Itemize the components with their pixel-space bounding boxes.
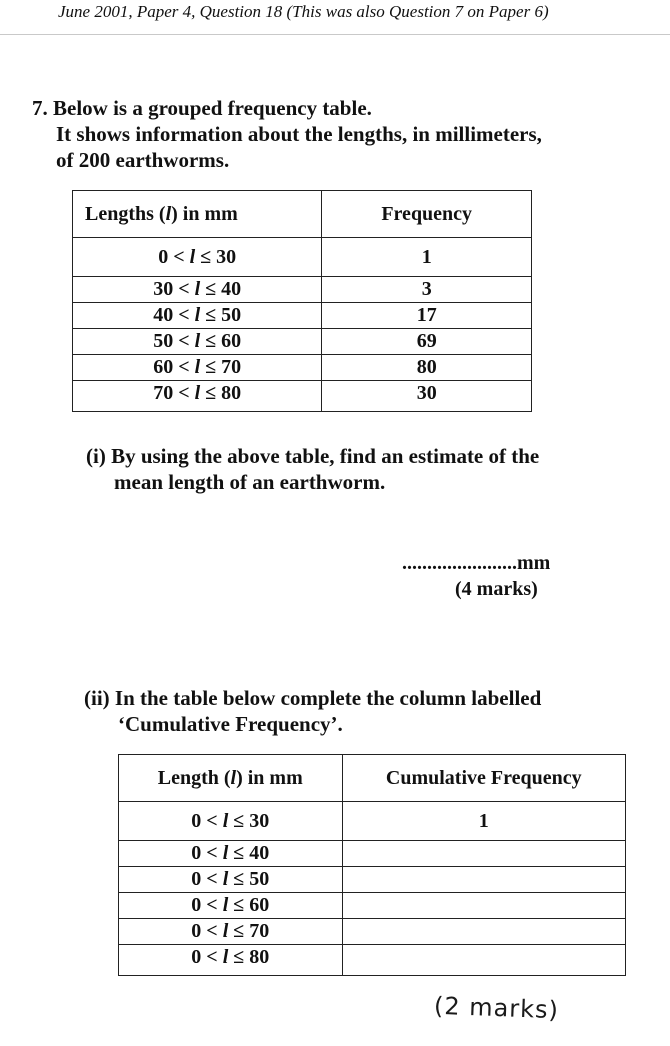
handwritten-marks-note: (2 marks) [433, 991, 560, 1025]
length-class-cell: 0 < l ≤ 80 [119, 945, 343, 976]
frequency-table-header [73, 191, 532, 238]
frequency-cell: 1 [322, 238, 532, 277]
cumulative-frequency-cell[interactable] [342, 945, 625, 976]
table-row [119, 802, 626, 841]
length-class-cell: 0 < l ≤ 70 [119, 919, 343, 945]
frequency-cell: 80 [322, 355, 532, 381]
question-line-2: It shows information about the lengths, in millimeters, [56, 122, 542, 146]
length-class-cell: 30 < l ≤ 40 [73, 277, 322, 303]
table-row [73, 277, 532, 303]
length-class-cell: 60 < l ≤ 70 [73, 355, 322, 381]
table-row [73, 355, 532, 381]
length-class-cell: 0 < l ≤ 30 [73, 238, 322, 277]
cumulative-frequency-table [118, 754, 626, 976]
table-row [119, 867, 626, 893]
page-header: June 2001, Paper 4, Question 18 (This was also Question 7 on Paper 6) [58, 2, 549, 21]
length-column-header: Length (l) in mm [119, 755, 343, 802]
frequency-cell: 30 [322, 381, 532, 412]
frequency-cell: 69 [322, 329, 532, 355]
cumulative-frequency-cell[interactable] [342, 841, 625, 867]
length-class-cell: 50 < l ≤ 60 [73, 329, 322, 355]
part-ii-prompt: (ii) In the table below complete the column labelled [84, 686, 542, 710]
part-i-marks: (4 marks) [455, 578, 538, 600]
question-intro: 7. Below is a grouped frequency table. [32, 96, 372, 120]
cumulative-frequency-column-header: Cumulative Frequency [342, 755, 625, 802]
lengths-column-header: Lengths (l) in mm [73, 191, 322, 238]
part-i-prompt-line-2: mean length of an earthworm. [114, 470, 386, 494]
part-ii-prompt-line-2: ‘Cumulative Frequency’. [118, 712, 343, 736]
cumulative-frequency-cell[interactable] [342, 919, 625, 945]
cumulative-frequency-cell[interactable] [342, 893, 625, 919]
part-i-prompt: (i) By using the above table, find an estimate of the [86, 444, 540, 468]
table-row [73, 381, 532, 412]
length-class-cell: 70 < l ≤ 80 [73, 381, 322, 412]
table-row [119, 945, 626, 976]
table-row [73, 238, 532, 277]
frequency-column-header: Frequency [322, 191, 532, 238]
length-class-cell: 0 < l ≤ 30 [119, 802, 343, 841]
cumulative-frequency-cell[interactable]: 1 [342, 802, 625, 841]
frequency-cell: 3 [322, 277, 532, 303]
cumulative-table-header [119, 755, 626, 802]
cumulative-frequency-cell[interactable] [342, 867, 625, 893]
header-divider [0, 34, 670, 35]
length-class-cell: 0 < l ≤ 60 [119, 893, 343, 919]
table-row [119, 893, 626, 919]
table-row [73, 303, 532, 329]
table-row [119, 841, 626, 867]
question-line-3: of 200 earthworms. [56, 148, 230, 172]
table-row [119, 919, 626, 945]
mean-answer-field[interactable]: .......................mm [402, 552, 551, 574]
frequency-table [72, 190, 532, 412]
length-class-cell: 0 < l ≤ 40 [119, 841, 343, 867]
frequency-cell: 17 [322, 303, 532, 329]
table-row [73, 329, 532, 355]
length-class-cell: 40 < l ≤ 50 [73, 303, 322, 329]
length-class-cell: 0 < l ≤ 50 [119, 867, 343, 893]
